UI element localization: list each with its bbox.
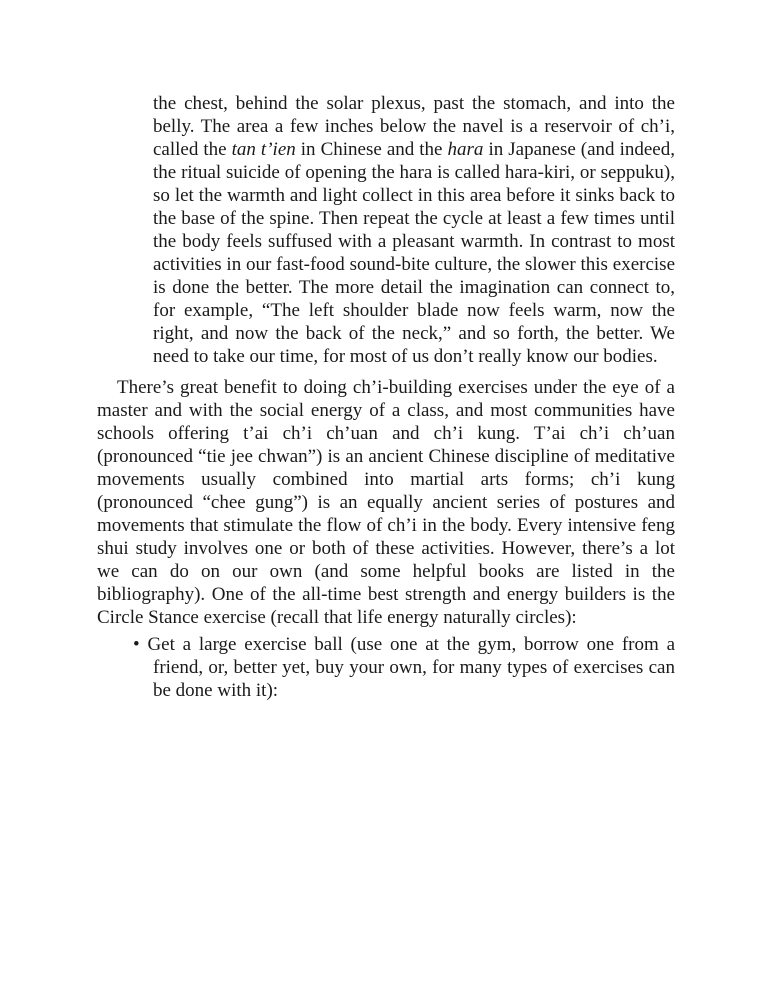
indented-paragraph-part-1: the chest, behind the solar plexus, past the stomach, and into the belly. The area a few inches below the navel is a reservoir of ch’i, called the [153,93,675,160]
term-hara: hara [447,139,484,160]
bullet-text: Get a large exercise ball (use one at the gym, borrow one from a friend, or, better yet, buy your own, for many types of exercises can be done with it): [147,634,675,701]
indented-paragraph-part-3: in Japanese (and indeed, the ritual suicide of opening the hara is called hara-kiri, or seppuku), so let the warmth and light collect in this area before it sinks back to the base of the spine. Then repeat the cycle at least a few times until the body feels suffused with a pleasant warmth. In contrast to most activities in our fast-food sound-bite culture, the slower this exercise is done the better. The more detail the imagination can connect to, for example, “The left shoulder blade now feels warm, now the right, and now the back of the neck,” and so forth, the better. We need to take our time, for most of us don’t really know our bodies. [153,139,675,367]
term-tan-tien: tan t’ien [231,139,296,160]
bullet-marker: • [133,634,140,655]
indented-paragraph-part-2: in Chinese and the [295,139,448,160]
body-paragraph: There’s great benefit to doing ch’i-building exercises under the eye of a master and with the social energy of a class, and most communities have schools offering t’ai ch’i ch’uan and ch’i kung. T’ai ch’i ch’uan (pronounced “tie jee chwan”) is an ancient Chinese discipline of meditative movements usually combined into martial arts forms; ch’i kung (pronounced “chee gung”) is an equally ancient series of postures and movements that stimulate the flow of ch’i in the body. Every intensive feng shui study involves one or both of these activities. However, there’s a lot we can do on our own (and some helpful books are listed in the bibliography). One of the all-time best strength and energy builders is the Circle Stance exercise (recall that life energy naturally circles): [97,377,675,628]
indented-paragraph [153,92,675,368]
bullet-list-item [133,633,675,702]
